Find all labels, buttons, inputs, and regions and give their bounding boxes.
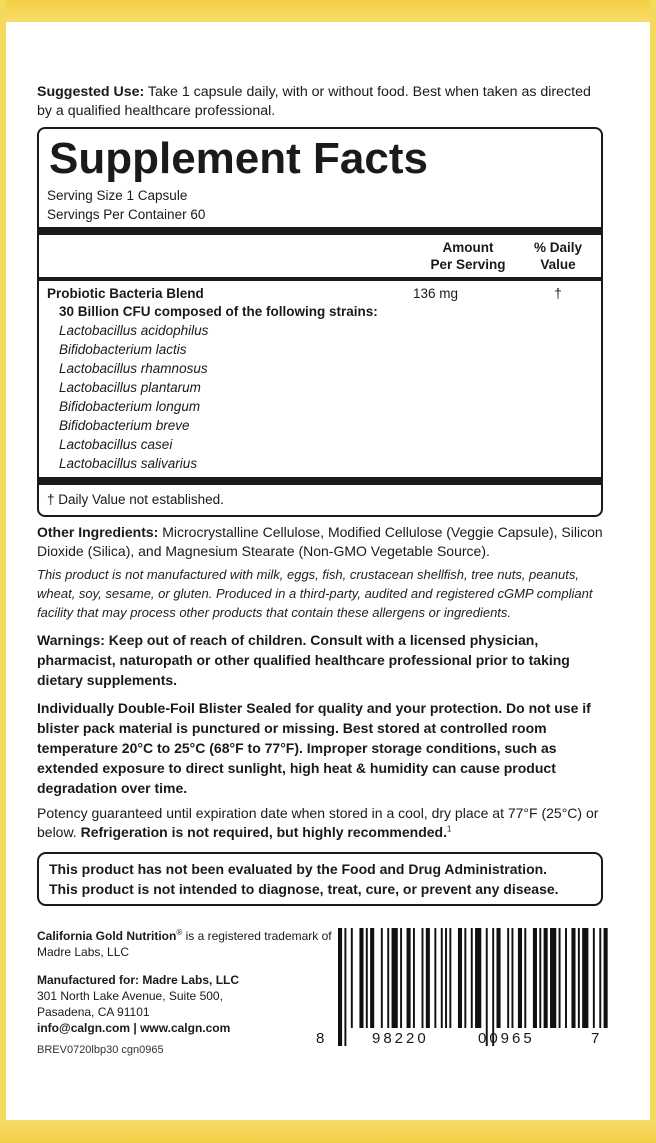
barcode-bar [370, 928, 374, 1028]
barcode-bar [344, 928, 346, 1046]
blend-name: Probiotic Bacteria Blend [47, 286, 204, 301]
barcode-bar [387, 928, 389, 1028]
blend-row [47, 285, 593, 303]
amount-header: Amount Per Serving [430, 240, 506, 272]
barcode-bar [441, 928, 443, 1028]
barcode-bar [544, 928, 548, 1028]
facts-header-row [47, 239, 593, 273]
barcode-bar [449, 928, 451, 1028]
barcode-bar [578, 928, 580, 1028]
thick-rule [39, 227, 601, 235]
barcode-bar [511, 928, 513, 1028]
product-code: BREV0720lbp30 cgn0965 [37, 1044, 164, 1056]
barcode-group-1: 98220 [372, 1030, 429, 1047]
barcode-bar [524, 928, 526, 1028]
other-ingredients-text: Microcrystalline Cellulose, Modified Cellulose (Veggie Capsule), Silicon Dioxide (Silica), and Magnesium Stearate (Non-GMO Vegetable Source). [37, 524, 603, 559]
barcode-bar [533, 928, 537, 1028]
barcode-check-digit: 7 [591, 1030, 600, 1047]
allergen-statement: This product is not manufactured with milk, eggs, fish, crustacean shellfish, tree nuts, peanuts, wheat, soy, sesame, or gluten. Produced in a third-party, audited and registered cGMP compliant facility that may process other products that contain these allergens or ingredients. [37, 567, 593, 620]
strain-item: Lactobacillus plantarum [59, 380, 201, 395]
barcode-bar [471, 928, 473, 1028]
barcode-group-2: 00965 [478, 1030, 535, 1047]
blend-dv: † [554, 286, 562, 301]
right-color-edge [650, 0, 656, 1143]
servings-per-container: Servings Per Container 60 [47, 207, 206, 222]
storage-statement: Individually Double-Foil Blister Sealed for quality and your protection. Do not use if blister pack material is punctured or missing. Best stored at controlled room temperature 20°C to 25°C (68°F to 77°F). Improper storage conditions, such as extended exposure to direct sunlight, high heat & humidity can cause product degradation over time. [37, 700, 591, 796]
barcode-bar [413, 928, 415, 1028]
trademark-notice: California Gold Nutrition® is a registered trademark of Madre Labs, LLC [37, 928, 332, 959]
barcode-bars [338, 928, 610, 1046]
contact-line: info@calgn.com | www.calgn.com [37, 1021, 231, 1035]
barcode-bar [550, 928, 556, 1028]
other-ingredients [37, 523, 603, 561]
top-color-band [0, 0, 656, 22]
strain-item: Lactobacillus salivarius [59, 456, 198, 471]
strain-item: Lactobacillus rhamnosus [59, 361, 208, 376]
barcode-bar [486, 928, 488, 1046]
warnings: Warnings: Keep out of reach of children. Consult with a licensed physician, pharmacist, naturopath or other qualified healthcare professional prior to taking dietary supplements. [37, 632, 570, 688]
barcode-bar [445, 928, 447, 1028]
barcode-lead-digit: 8 [316, 1030, 325, 1047]
manufacturer-block [37, 928, 337, 1058]
label-content [37, 83, 603, 906]
address-line-1: 301 North Lake Avenue, Suite 500, [37, 989, 223, 1003]
barcode-bar [593, 928, 595, 1028]
strain-item: Lactobacillus casei [59, 437, 173, 452]
barcode-bar [366, 928, 368, 1028]
barcode-bar [426, 928, 430, 1028]
barcode-bar [582, 928, 588, 1028]
suggested-use [37, 83, 603, 121]
daily-value-note: † Daily Value not established. [47, 492, 224, 507]
barcode [338, 928, 610, 1046]
serving-size: Serving Size 1 Capsule [47, 188, 188, 203]
fda-line-2: This product is not intended to diagnose, treat, cure, or prevent any disease. [49, 881, 559, 897]
strain-item: Bifidobacterium breve [59, 418, 190, 433]
suggested-use-label: Suggested Use: [37, 84, 145, 100]
manufacturer-label: Manufactured for: Madre Labs, LLC [37, 973, 240, 987]
potency-statement: Potency guaranteed until expiration date when stored in a cool, dry place at 77°F (25°C) or below. Refrigeration is not required, but highly recommended.$^1$ [37, 805, 599, 840]
barcode-bar [400, 928, 402, 1028]
cfu-line: 30 Billion CFU composed of the following strains: [59, 304, 378, 319]
suggested-use-text: Take 1 capsule daily, with or without food. Best when taken as directed by a qualified healthcare professional. [37, 84, 591, 119]
barcode-bar [392, 928, 398, 1028]
strain-item: Lactobacillus acidophilus [59, 323, 209, 338]
supplement-facts-panel [37, 127, 603, 517]
barcode-bar [338, 928, 342, 1046]
barcode-bar [407, 928, 411, 1028]
thick-rule [39, 477, 601, 485]
barcode-bar [464, 928, 466, 1028]
barcode-bar [539, 928, 541, 1028]
strain-item: Bifidobacterium longum [59, 399, 201, 414]
barcode-bar [604, 928, 608, 1028]
barcode-bar [434, 928, 436, 1028]
barcode-bar [518, 928, 522, 1028]
bottom-color-band [0, 1120, 656, 1143]
barcode-bar [475, 928, 481, 1028]
barcode-bar [565, 928, 567, 1028]
barcode-bar [422, 928, 424, 1028]
facts-title: Supplement Facts [49, 134, 428, 183]
barcode-bar [359, 928, 363, 1028]
barcode-bar [351, 928, 353, 1028]
fda-disclaimer [37, 852, 603, 906]
barcode-bar [381, 928, 383, 1028]
medium-rule [39, 277, 601, 281]
barcode-bar [599, 928, 601, 1028]
blend-amount: 136 mg [413, 286, 459, 301]
address-line-2: Pasadena, CA 91101 [37, 1005, 150, 1019]
other-ingredients-label: Other Ingredients: [37, 524, 159, 540]
barcode-bar [507, 928, 509, 1028]
fda-line-1: This product has not been evaluated by the Food and Drug Administration. [49, 861, 548, 877]
strain-item: Bifidobacterium lactis [59, 342, 187, 357]
barcode-bar [571, 928, 575, 1028]
barcode-bar [458, 928, 462, 1028]
barcode-bar [559, 928, 561, 1028]
barcode-bar [492, 928, 494, 1046]
daily-value-header: % Daily Value [533, 240, 583, 272]
barcode-bar [496, 928, 500, 1028]
